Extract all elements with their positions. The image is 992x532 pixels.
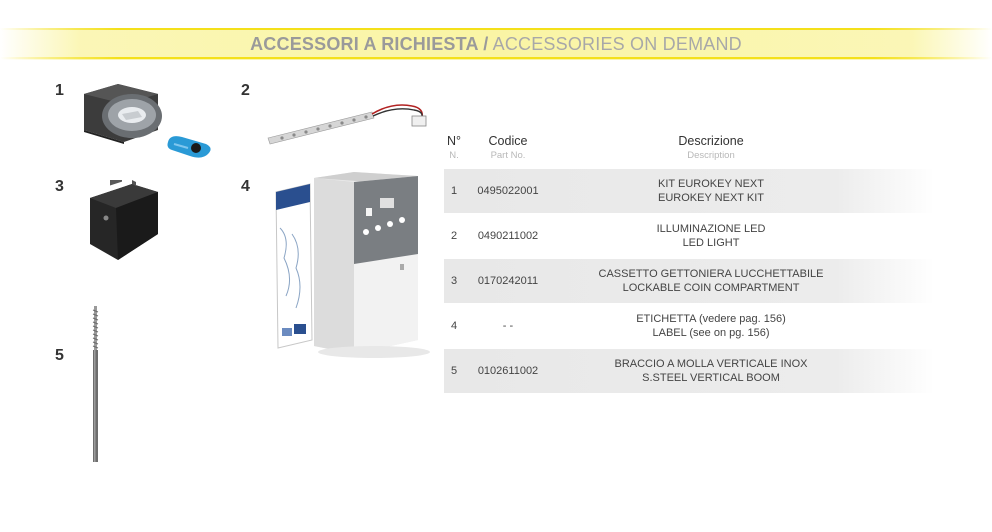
header-number-label: N°: [446, 134, 462, 148]
row-code: 0495022001: [477, 185, 539, 197]
product-number-2: 2: [241, 82, 250, 99]
row-code: - -: [502, 320, 514, 332]
header-code-sublabel: Part No.: [490, 150, 526, 161]
row-code: 0102611002: [477, 365, 539, 377]
table-row: [444, 259, 934, 303]
product-number-1: 1: [55, 82, 64, 99]
row-description-en: LABEL (see on pg. 156): [652, 327, 770, 339]
header-description-sublabel: Description: [687, 150, 735, 161]
row-description-en: LED LIGHT: [682, 237, 740, 249]
row-number: 5: [450, 365, 458, 377]
row-number: 1: [450, 185, 458, 197]
table-row: [444, 349, 934, 393]
eurokey-reader-image: [78, 80, 218, 165]
row-number: 2: [450, 230, 458, 242]
header-code: [466, 134, 550, 161]
product-number-3: 3: [55, 178, 64, 195]
product-number-4: 4: [241, 178, 250, 195]
row-description-en: EUROKEY NEXT KIT: [658, 192, 764, 204]
row-description-it: ILLUMINAZIONE LED: [656, 223, 766, 235]
row-description-it: ETICHETTA (vedere pag. 156): [636, 313, 786, 325]
header-code-label: Codice: [488, 134, 528, 148]
row-code: 0170242011: [477, 275, 539, 287]
header-number: [444, 134, 464, 161]
accessories-table: [444, 134, 934, 384]
product-number-5: 5: [55, 347, 64, 364]
header-description-label: Descrizione: [678, 134, 744, 148]
row-description: [554, 214, 868, 258]
table-row: [444, 304, 934, 348]
banner-bottom-line: [0, 57, 992, 59]
header-description: [554, 134, 868, 161]
row-description-it: BRACCIO A MOLLA VERTICALE INOX: [614, 358, 808, 370]
row-description-en: S.STEEL VERTICAL BOOM: [642, 372, 780, 384]
title-english: ACCESSORIES ON DEMAND: [492, 34, 742, 54]
table-header-row: [444, 134, 934, 168]
row-description: [554, 259, 868, 303]
row-code: 0490211002: [477, 230, 539, 242]
table-row: [444, 214, 934, 258]
row-description-it: CASSETTO GETTONIERA LUCCHETTABILE: [598, 268, 824, 280]
vertical-boom-image: [86, 304, 106, 466]
header-number-sublabel: N.: [449, 150, 459, 161]
row-number: 3: [450, 275, 458, 287]
table-row: [444, 169, 934, 213]
row-number: 4: [450, 320, 458, 332]
row-description: [554, 304, 868, 348]
coin-compartment-image: [84, 180, 164, 264]
row-description-en: LOCKABLE COIN COMPARTMENT: [622, 282, 800, 294]
row-description-it: KIT EUROKEY NEXT: [658, 178, 764, 190]
title-italian: ACCESSORI A RICHIESTA /: [250, 34, 489, 54]
page-title: [0, 34, 992, 55]
row-description: [554, 169, 868, 213]
row-description: [554, 349, 868, 393]
led-strip-image: [262, 98, 442, 146]
vending-tower-label-image: [270, 168, 440, 360]
banner-top-line: [0, 28, 992, 30]
